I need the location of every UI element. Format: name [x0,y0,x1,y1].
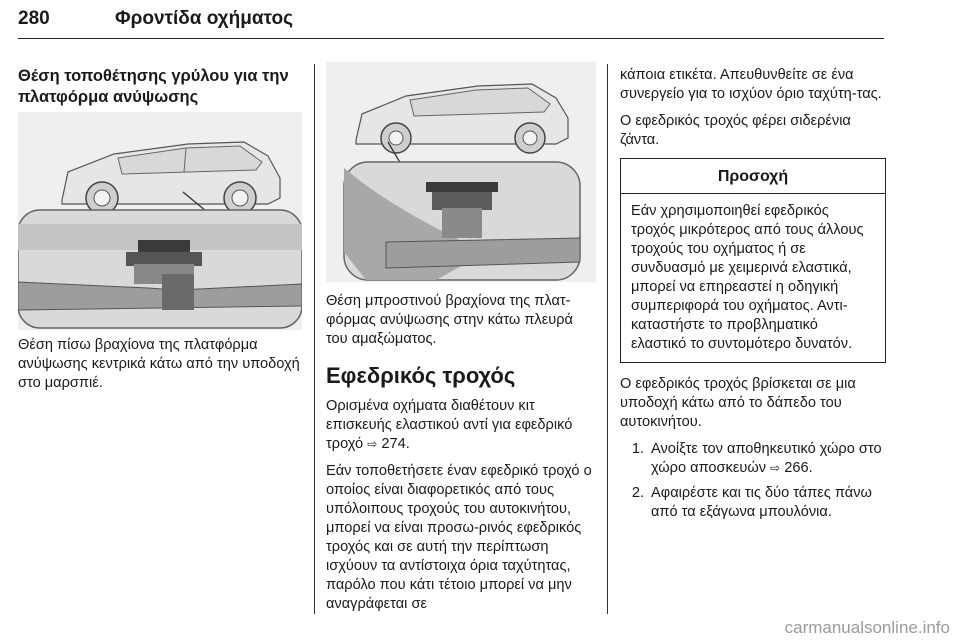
page-reference-link[interactable]: 266. [784,460,813,476]
column-divider-2 [607,64,608,614]
caution-box [620,158,886,363]
page-reference-icon: ⇨ [367,437,378,451]
column-3 [620,66,886,528]
section-heading-jack-position: Θέση τοποθέτησης γρύλου για την πλατφόρμα ανύψωσης [18,67,289,106]
step-text [651,484,886,522]
step-item [620,440,886,478]
caution-title: Προσοχή [621,159,885,194]
page-reference-link[interactable]: 274 [381,436,406,452]
column-1-lower [18,336,302,401]
spare-wheel-paragraph-2: Εάν τοποθετήσετε έναν εφεδρικό τροχό ο οποίος είναι διαφορετικός από τους υπόλοιπους τροχούς του αυτοκινήτου, μπορεί να είναι προσω‐ρινός εφεδρικός τροχός και σε αυτή την περίπτωση ισχύουν τα αντίστοιχα όρια ταχύτητας, παρόλο που κάτι τέτοιο μπορεί να μην αναγράφεται σε [326,463,592,612]
page-reference-icon: ⇨ [770,461,781,475]
step-text-body: Αφαιρέστε και τις δύο τάπες πάνω από τα εξάγωνα μπουλόνια. [651,485,872,520]
spare-wheel-paragraph-1: Ορισμένα οχήματα διαθέτουν κιτ επισκευής ελαστικού αντί για εφεδρικό τροχό ⇨ 274. [326,398,573,452]
column-divider-1 [314,64,315,614]
watermark: carmanualsonline.info [784,618,950,637]
rear-arm-caption: Θέση πίσω βραχίονα της πλατφόρμα ανύψωσης κεντρικά κάτω από την υποδοχή στο μαρσπιέ. [18,337,300,391]
spare-wheel-location-paragraph: Ο εφεδρικός τροχός βρίσκεται σε μια υποδοχή κάτω από το δάπεδο του αυτοκινήτου. [620,376,856,430]
step-number: 1. [631,441,644,457]
chapter-title: Φροντίδα οχήματος [115,8,293,29]
spare-wheel-paragraph-1-text: Ορισμένα οχήματα διαθέτουν κιτ επισκευής ελαστικού αντί για εφεδρικό τροχό [326,398,573,452]
spare-wheel-title: Εφεδρικός τροχός [326,363,516,388]
step-item [620,484,886,522]
speed-limit-paragraph: κάποια ετικέτα. Απευθυνθείτε σε ένα συνεργείο για το ισχύον όριο ταχύτη‐τας. [620,67,882,102]
front-lift-point-illustration [326,62,596,282]
step-number: 2. [631,485,644,501]
front-arm-caption: Θέση μπροστινού βραχίονα της πλατ‐φόρμας ανύψωσης στην κάτω πλευρά του αμαξώματος. [326,293,573,347]
step-text-body: Ανοίξτε τον αποθηκευτικό χώρο στο χώρο αποσκευών [651,441,882,476]
page-number: 280 [18,8,50,29]
caution-text: Εάν χρησιμοποιηθεί εφεδρικός τροχός μικρότερος από τους άλλους τροχούς του οχήματος ή σε συνδυασμό με χειμερινά ελαστικά, μπορεί να επηρεαστεί η οδηγική συμπεριφορά του οχήματος. Αντι‐καταστήστε το προβληματικό ελαστικό το συντομότερο δυνατόν. [631,203,864,352]
header-divider [18,38,884,39]
column-2 [326,292,596,622]
step-text [651,440,886,478]
rear-lift-point-illustration [18,112,302,330]
steel-rim-paragraph: Ο εφεδρικός τροχός φέρει σιδερένια ζάντα. [620,113,851,148]
column-1 [18,66,302,116]
